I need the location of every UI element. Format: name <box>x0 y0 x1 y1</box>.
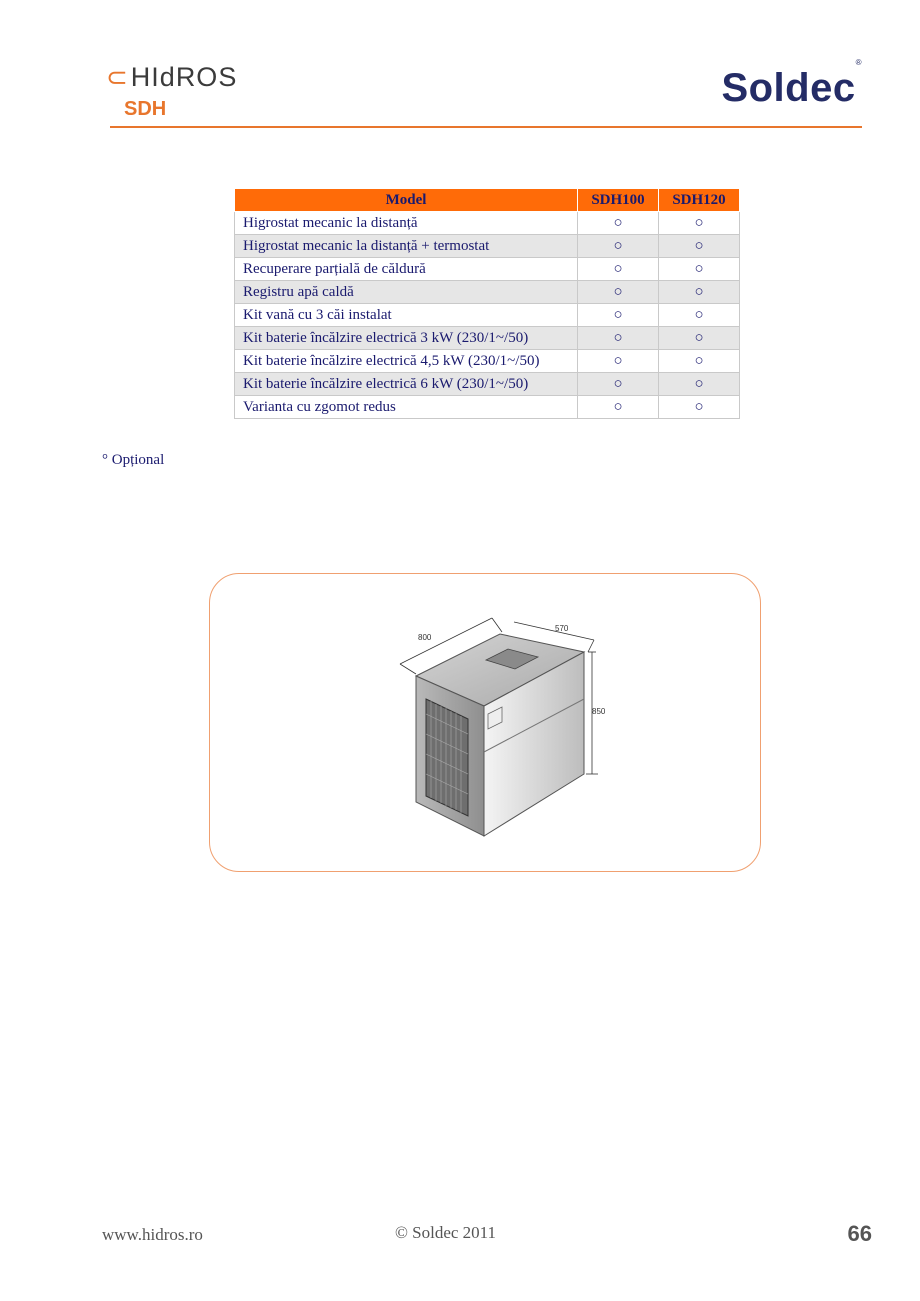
option-mark: ○ <box>659 304 740 327</box>
option-mark: ○ <box>578 304 659 327</box>
coil-grille-icon <box>426 699 468 816</box>
option-mark: ○ <box>578 373 659 396</box>
table-row <box>235 235 740 258</box>
dehumidifier-unit-drawing <box>210 574 762 873</box>
row-label: Higrostat mecanic la distanță <box>235 212 578 235</box>
unit-dimension-figure <box>209 573 761 872</box>
row-label: Kit baterie încălzire electrică 3 kW (230/1~/50) <box>235 327 578 350</box>
footer-website: www.hidros.ro <box>102 1225 203 1244</box>
option-mark: ○ <box>578 212 659 235</box>
table-row <box>235 373 740 396</box>
option-mark: ○ <box>578 327 659 350</box>
header-divider <box>110 126 862 128</box>
option-mark: ○ <box>659 396 740 419</box>
dimension-height-label: 850 <box>592 707 606 716</box>
hidros-swoosh-icon: ⊂ <box>106 62 129 92</box>
option-mark: ○ <box>578 235 659 258</box>
table-header-model: Model <box>235 189 578 212</box>
option-mark: ○ <box>659 235 740 258</box>
row-label: Kit vană cu 3 căi instalat <box>235 304 578 327</box>
optional-footnote: ° Opțional <box>102 452 165 468</box>
table-row <box>235 350 740 373</box>
footer-copyright: © Soldec 2011 <box>395 1223 497 1242</box>
option-mark: ○ <box>659 281 740 304</box>
row-label: Varianta cu zgomot redus <box>235 396 578 419</box>
table-row <box>235 281 740 304</box>
row-label: Kit baterie încălzire electrică 4,5 kW (230/1~/50) <box>235 350 578 373</box>
option-mark: ○ <box>659 327 740 350</box>
row-label: Registru apă caldă <box>235 281 578 304</box>
soldec-logo-text: Soldec <box>721 66 856 110</box>
row-label: Kit baterie încălzire electrică 6 kW (230/1~/50) <box>235 373 578 396</box>
dimension-width-label: 800 <box>418 633 432 642</box>
option-mark: ○ <box>578 258 659 281</box>
option-mark: ○ <box>578 281 659 304</box>
option-mark: ○ <box>659 212 740 235</box>
row-label: Recuperare parțială de căldură <box>235 258 578 281</box>
table-header-sdh120: SDH120 <box>659 189 740 212</box>
option-mark: ○ <box>659 350 740 373</box>
option-mark: ○ <box>578 350 659 373</box>
page-number: 66 <box>847 1221 872 1246</box>
dimension-depth-label: 570 <box>555 624 569 633</box>
option-mark: ○ <box>659 373 740 396</box>
table-header-sdh100: SDH100 <box>578 189 659 212</box>
product-series-label: SDH <box>124 98 167 120</box>
option-mark: ○ <box>578 396 659 419</box>
table-row <box>235 212 740 235</box>
table-row <box>235 258 740 281</box>
table-row <box>235 304 740 327</box>
table-row <box>235 396 740 419</box>
row-label: Higrostat mecanic la distanță + termostat <box>235 235 578 258</box>
soldec-logo <box>721 57 862 111</box>
hidros-logo <box>106 62 237 93</box>
table-row <box>235 327 740 350</box>
table-header-row <box>235 189 740 212</box>
option-mark: ○ <box>659 258 740 281</box>
hidros-logo-text: HIdROS <box>130 62 238 92</box>
registered-mark: ® <box>855 57 862 67</box>
options-table <box>234 188 740 419</box>
